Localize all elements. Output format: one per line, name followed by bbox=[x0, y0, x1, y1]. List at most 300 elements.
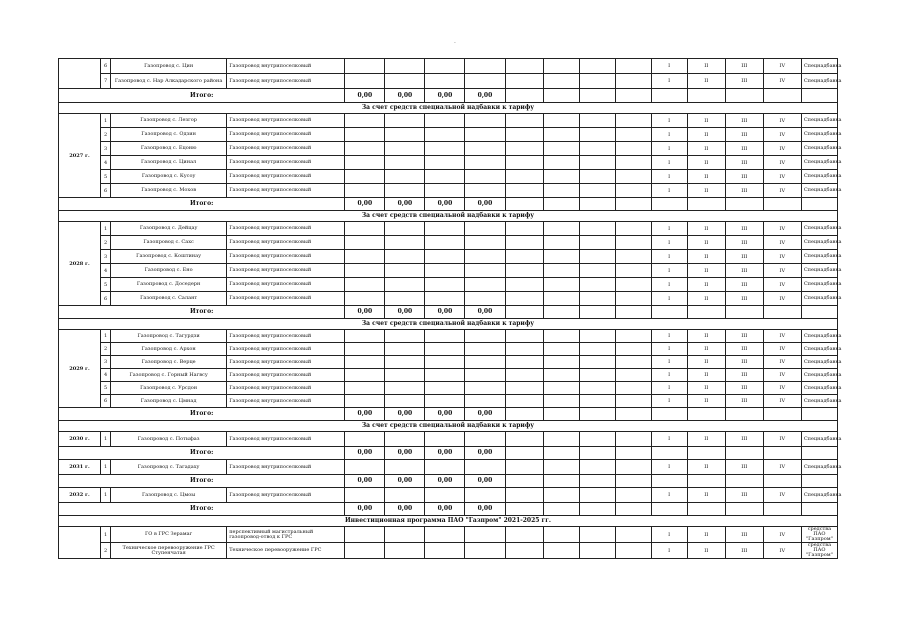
empty-cell bbox=[615, 527, 651, 543]
empty-cell bbox=[725, 306, 763, 319]
stage-4: IV bbox=[763, 170, 801, 184]
section-title: За счет средств специальной надбавки к тарифу bbox=[59, 319, 838, 330]
empty-cell bbox=[465, 128, 505, 142]
empty-cell bbox=[465, 59, 505, 74]
table-row bbox=[59, 382, 838, 395]
year-cell bbox=[59, 527, 101, 559]
stage-2: II bbox=[687, 488, 725, 503]
empty-cell bbox=[543, 156, 579, 170]
empty-cell bbox=[505, 264, 543, 278]
object-name: Газопровод с. Одзин bbox=[111, 128, 227, 142]
table-row bbox=[59, 356, 838, 369]
stage-3: III bbox=[725, 156, 763, 170]
table-row bbox=[59, 330, 838, 343]
row-number: 1 bbox=[101, 432, 111, 447]
empty-cell bbox=[579, 306, 615, 319]
empty-cell bbox=[615, 475, 651, 488]
empty-cell bbox=[543, 184, 579, 198]
total-label: Итого: bbox=[59, 475, 345, 488]
stage-3: III bbox=[725, 527, 763, 543]
empty-cell bbox=[425, 488, 465, 503]
total-value: 0,00 bbox=[345, 89, 385, 103]
total-value: 0,00 bbox=[465, 503, 505, 516]
empty-cell bbox=[579, 488, 615, 503]
empty-cell bbox=[425, 250, 465, 264]
empty-cell bbox=[465, 114, 505, 128]
empty-cell bbox=[385, 356, 425, 369]
empty-cell bbox=[543, 74, 579, 89]
empty-cell bbox=[579, 408, 615, 421]
row-number: 6 bbox=[101, 395, 111, 408]
empty-cell bbox=[505, 74, 543, 89]
empty-cell bbox=[385, 488, 425, 503]
table-row bbox=[59, 184, 838, 198]
empty-cell bbox=[505, 432, 543, 447]
stage-3: III bbox=[725, 142, 763, 156]
stage-1: I bbox=[651, 432, 687, 447]
empty-cell bbox=[465, 222, 505, 236]
row-number: 1 bbox=[101, 488, 111, 503]
object-name: Техническое перевооружение ГРС Ступенчатая bbox=[111, 543, 227, 559]
empty-cell bbox=[505, 382, 543, 395]
category-cell: Спецнадбавка bbox=[801, 74, 837, 89]
total-value: 0,00 bbox=[385, 89, 425, 103]
empty-cell bbox=[385, 432, 425, 447]
empty-cell bbox=[345, 250, 385, 264]
empty-cell bbox=[425, 343, 465, 356]
total-value: 0,00 bbox=[465, 306, 505, 319]
stage-3: III bbox=[725, 460, 763, 475]
empty-cell bbox=[425, 59, 465, 74]
empty-cell bbox=[579, 74, 615, 89]
total-value: 0,00 bbox=[345, 475, 385, 488]
empty-cell bbox=[801, 503, 837, 516]
stage-2: II bbox=[687, 343, 725, 356]
empty-cell bbox=[425, 236, 465, 250]
empty-cell bbox=[465, 278, 505, 292]
row-number: 1 bbox=[101, 527, 111, 543]
table-row bbox=[59, 250, 838, 264]
row-number: 1 bbox=[101, 330, 111, 343]
object-name: Газопровод с. Дейцау bbox=[111, 222, 227, 236]
object-name: Газопровод с. Коштинау bbox=[111, 250, 227, 264]
stage-1: I bbox=[651, 59, 687, 74]
object-name: Газопровод с. Лезгор bbox=[111, 114, 227, 128]
empty-cell bbox=[425, 292, 465, 306]
object-name: Газопровод с. Цмнад bbox=[111, 395, 227, 408]
stage-2: II bbox=[687, 114, 725, 128]
empty-cell bbox=[345, 59, 385, 74]
row-number: 5 bbox=[101, 382, 111, 395]
empty-cell bbox=[465, 142, 505, 156]
stage-3: III bbox=[725, 128, 763, 142]
empty-cell bbox=[345, 292, 385, 306]
object-type: Газопровод внутрипоселковый bbox=[227, 432, 345, 447]
row-number: 6 bbox=[101, 184, 111, 198]
row-number: 5 bbox=[101, 170, 111, 184]
empty-cell bbox=[543, 460, 579, 475]
empty-cell bbox=[505, 250, 543, 264]
total-value: 0,00 bbox=[385, 475, 425, 488]
stage-3: III bbox=[725, 543, 763, 559]
object-type: Газопровод внутрипоселковый bbox=[227, 278, 345, 292]
empty-cell bbox=[465, 488, 505, 503]
stage-2: II bbox=[687, 395, 725, 408]
section-header-row bbox=[59, 421, 838, 432]
empty-cell bbox=[505, 330, 543, 343]
empty-cell bbox=[345, 156, 385, 170]
empty-cell bbox=[385, 292, 425, 306]
empty-cell bbox=[579, 543, 615, 559]
stage-4: IV bbox=[763, 74, 801, 89]
total-value: 0,00 bbox=[385, 408, 425, 421]
empty-cell bbox=[465, 460, 505, 475]
row-number: 3 bbox=[101, 356, 111, 369]
empty-cell bbox=[465, 432, 505, 447]
empty-cell bbox=[651, 408, 687, 421]
empty-cell bbox=[763, 198, 801, 211]
empty-cell bbox=[385, 74, 425, 89]
object-name: Газопровод с. Нар Алкадарского района bbox=[111, 74, 227, 89]
empty-cell bbox=[465, 236, 505, 250]
empty-cell bbox=[505, 527, 543, 543]
empty-cell bbox=[465, 356, 505, 369]
empty-cell bbox=[615, 222, 651, 236]
stage-3: III bbox=[725, 343, 763, 356]
year-cell: 2029 г. bbox=[59, 330, 101, 408]
empty-cell bbox=[345, 222, 385, 236]
empty-cell bbox=[345, 488, 385, 503]
stage-3: III bbox=[725, 292, 763, 306]
row-number: 1 bbox=[101, 460, 111, 475]
total-value: 0,00 bbox=[385, 306, 425, 319]
total-value: 0,00 bbox=[345, 198, 385, 211]
empty-cell bbox=[615, 264, 651, 278]
row-number: 6 bbox=[101, 292, 111, 306]
stage-1: I bbox=[651, 74, 687, 89]
empty-cell bbox=[579, 89, 615, 103]
stage-2: II bbox=[687, 527, 725, 543]
total-value: 0,00 bbox=[425, 408, 465, 421]
stage-3: III bbox=[725, 222, 763, 236]
empty-cell bbox=[725, 447, 763, 460]
empty-cell bbox=[543, 527, 579, 543]
section-title: За счет средств специальной надбавки к тарифу bbox=[59, 421, 838, 432]
empty-cell bbox=[425, 432, 465, 447]
empty-cell bbox=[543, 198, 579, 211]
empty-cell bbox=[615, 236, 651, 250]
stage-2: II bbox=[687, 142, 725, 156]
empty-cell bbox=[385, 278, 425, 292]
object-name: Газопровод с. Ецоню bbox=[111, 142, 227, 156]
empty-cell bbox=[465, 382, 505, 395]
total-value: 0,00 bbox=[425, 198, 465, 211]
object-type: Газопровод внутрипоселковый bbox=[227, 74, 345, 89]
stage-4: IV bbox=[763, 222, 801, 236]
stage-3: III bbox=[725, 184, 763, 198]
object-name: Газопровод с. Доседерн bbox=[111, 278, 227, 292]
stage-1: I bbox=[651, 395, 687, 408]
stage-4: IV bbox=[763, 184, 801, 198]
empty-cell bbox=[579, 264, 615, 278]
empty-cell bbox=[615, 369, 651, 382]
object-name: Газопровод с. Цинал bbox=[111, 156, 227, 170]
total-row bbox=[59, 503, 838, 516]
stage-2: II bbox=[687, 59, 725, 74]
empty-cell bbox=[651, 447, 687, 460]
total-value: 0,00 bbox=[425, 306, 465, 319]
table-row bbox=[59, 488, 838, 503]
object-type: Газопровод внутрипоселковый bbox=[227, 184, 345, 198]
row-number: 7 bbox=[101, 74, 111, 89]
empty-cell bbox=[615, 114, 651, 128]
empty-cell bbox=[505, 292, 543, 306]
empty-cell bbox=[543, 330, 579, 343]
table-row bbox=[59, 432, 838, 447]
empty-cell bbox=[543, 292, 579, 306]
empty-cell bbox=[615, 306, 651, 319]
stage-4: IV bbox=[763, 395, 801, 408]
stage-4: IV bbox=[763, 156, 801, 170]
empty-cell bbox=[505, 369, 543, 382]
gasification-plan-table bbox=[58, 58, 842, 559]
stage-2: II bbox=[687, 432, 725, 447]
stage-1: I bbox=[651, 369, 687, 382]
stage-3: III bbox=[725, 488, 763, 503]
empty-cell bbox=[615, 59, 651, 74]
total-value: 0,00 bbox=[385, 447, 425, 460]
stage-2: II bbox=[687, 460, 725, 475]
empty-cell bbox=[801, 475, 837, 488]
total-row bbox=[59, 89, 838, 103]
empty-cell bbox=[505, 488, 543, 503]
stage-1: I bbox=[651, 250, 687, 264]
category-cell: Спецнадбавка bbox=[801, 292, 837, 306]
year-cell: 2027 г. bbox=[59, 114, 101, 198]
empty-cell bbox=[505, 343, 543, 356]
row-number: 4 bbox=[101, 369, 111, 382]
table-row bbox=[59, 460, 838, 475]
empty-cell bbox=[385, 114, 425, 128]
empty-cell bbox=[543, 89, 579, 103]
total-value: 0,00 bbox=[465, 89, 505, 103]
section-title: За счет средств специальной надбавки к тарифу bbox=[59, 211, 838, 222]
empty-cell bbox=[801, 198, 837, 211]
empty-cell bbox=[345, 395, 385, 408]
empty-cell bbox=[543, 278, 579, 292]
stage-1: I bbox=[651, 292, 687, 306]
empty-cell bbox=[543, 142, 579, 156]
empty-cell bbox=[615, 395, 651, 408]
category-cell: средства ПАО "Газпром" bbox=[801, 527, 837, 543]
stage-4: IV bbox=[763, 460, 801, 475]
empty-cell bbox=[425, 278, 465, 292]
empty-cell bbox=[615, 408, 651, 421]
empty-cell bbox=[579, 170, 615, 184]
empty-cell bbox=[579, 503, 615, 516]
empty-cell bbox=[465, 170, 505, 184]
stage-2: II bbox=[687, 236, 725, 250]
stage-2: II bbox=[687, 356, 725, 369]
empty-cell bbox=[579, 432, 615, 447]
empty-cell bbox=[543, 264, 579, 278]
table-row bbox=[59, 59, 838, 74]
total-value: 0,00 bbox=[425, 503, 465, 516]
stage-3: III bbox=[725, 74, 763, 89]
total-label: Итого: bbox=[59, 503, 345, 516]
empty-cell bbox=[543, 447, 579, 460]
category-cell: Спецнадбавка bbox=[801, 184, 837, 198]
empty-cell bbox=[543, 369, 579, 382]
empty-cell bbox=[579, 447, 615, 460]
empty-cell bbox=[385, 330, 425, 343]
empty-cell bbox=[345, 142, 385, 156]
empty-cell bbox=[425, 156, 465, 170]
stage-2: II bbox=[687, 278, 725, 292]
stage-1: I bbox=[651, 170, 687, 184]
stage-3: III bbox=[725, 356, 763, 369]
stage-1: I bbox=[651, 142, 687, 156]
empty-cell bbox=[345, 170, 385, 184]
empty-cell bbox=[579, 184, 615, 198]
empty-cell bbox=[385, 170, 425, 184]
empty-cell bbox=[425, 356, 465, 369]
empty-cell bbox=[615, 198, 651, 211]
empty-cell bbox=[615, 543, 651, 559]
stage-1: I bbox=[651, 222, 687, 236]
category-cell: Спецнадбавка bbox=[801, 488, 837, 503]
object-name: Газопровод с. Тагадаху bbox=[111, 460, 227, 475]
total-value: 0,00 bbox=[465, 475, 505, 488]
empty-cell bbox=[763, 475, 801, 488]
year-cell: 2032 г. bbox=[59, 488, 101, 503]
total-label: Итого: bbox=[59, 408, 345, 421]
stage-1: I bbox=[651, 236, 687, 250]
stage-3: III bbox=[725, 59, 763, 74]
stage-1: I bbox=[651, 184, 687, 198]
empty-cell bbox=[505, 236, 543, 250]
empty-cell bbox=[579, 250, 615, 264]
empty-cell bbox=[385, 543, 425, 559]
empty-cell bbox=[505, 184, 543, 198]
empty-cell bbox=[505, 460, 543, 475]
empty-cell bbox=[345, 527, 385, 543]
table-row bbox=[59, 527, 838, 543]
stage-3: III bbox=[725, 236, 763, 250]
object-type: Газопровод внутрипоселковый bbox=[227, 460, 345, 475]
stage-2: II bbox=[687, 382, 725, 395]
empty-cell bbox=[465, 330, 505, 343]
object-type: перспективный магистральный газопровод-отвод к ГРС bbox=[227, 527, 345, 543]
empty-cell bbox=[615, 503, 651, 516]
empty-cell bbox=[763, 89, 801, 103]
empty-cell bbox=[465, 74, 505, 89]
year-cell: 2031 г. bbox=[59, 460, 101, 475]
empty-cell bbox=[345, 114, 385, 128]
stage-4: IV bbox=[763, 264, 801, 278]
empty-cell bbox=[615, 292, 651, 306]
empty-cell bbox=[465, 527, 505, 543]
empty-cell bbox=[543, 488, 579, 503]
category-cell: Спецнадбавка bbox=[801, 382, 837, 395]
total-label: Итого: bbox=[59, 89, 345, 103]
empty-cell bbox=[465, 292, 505, 306]
stage-4: IV bbox=[763, 356, 801, 369]
empty-cell bbox=[801, 408, 837, 421]
table-row bbox=[59, 170, 838, 184]
empty-cell bbox=[465, 543, 505, 559]
row-number: 5 bbox=[101, 278, 111, 292]
object-type: Газопровод внутрипоселковый bbox=[227, 250, 345, 264]
empty-cell bbox=[615, 343, 651, 356]
stage-3: III bbox=[725, 264, 763, 278]
total-row bbox=[59, 447, 838, 460]
row-number: 2 bbox=[101, 128, 111, 142]
empty-cell bbox=[615, 250, 651, 264]
empty-cell bbox=[385, 395, 425, 408]
empty-cell bbox=[345, 128, 385, 142]
object-name: Газопровод с. Потыфаз bbox=[111, 432, 227, 447]
category-cell: Спецнадбавка bbox=[801, 432, 837, 447]
total-value: 0,00 bbox=[465, 447, 505, 460]
empty-cell bbox=[425, 527, 465, 543]
empty-cell bbox=[505, 89, 543, 103]
row-number: 1 bbox=[101, 222, 111, 236]
stage-4: IV bbox=[763, 114, 801, 128]
object-name: Газопровод с. Салант bbox=[111, 292, 227, 306]
stage-1: I bbox=[651, 488, 687, 503]
empty-cell bbox=[345, 278, 385, 292]
stage-2: II bbox=[687, 264, 725, 278]
stage-3: III bbox=[725, 278, 763, 292]
empty-cell bbox=[725, 198, 763, 211]
empty-cell bbox=[687, 89, 725, 103]
stage-1: I bbox=[651, 527, 687, 543]
table-row bbox=[59, 395, 838, 408]
empty-cell bbox=[543, 432, 579, 447]
stage-3: III bbox=[725, 114, 763, 128]
category-cell: Спецнадбавка bbox=[801, 128, 837, 142]
empty-cell bbox=[425, 382, 465, 395]
empty-cell bbox=[579, 222, 615, 236]
object-name: Газопровод с. Кусоу bbox=[111, 170, 227, 184]
empty-cell bbox=[615, 74, 651, 89]
empty-cell bbox=[801, 89, 837, 103]
empty-cell bbox=[345, 382, 385, 395]
total-row bbox=[59, 198, 838, 211]
empty-cell bbox=[543, 114, 579, 128]
empty-cell bbox=[615, 184, 651, 198]
empty-cell bbox=[345, 236, 385, 250]
empty-cell bbox=[543, 170, 579, 184]
empty-cell bbox=[385, 128, 425, 142]
total-label: Итого: bbox=[59, 447, 345, 460]
stage-2: II bbox=[687, 170, 725, 184]
empty-cell bbox=[385, 343, 425, 356]
stage-2: II bbox=[687, 222, 725, 236]
total-value: 0,00 bbox=[425, 447, 465, 460]
empty-cell bbox=[425, 369, 465, 382]
table-row bbox=[59, 114, 838, 128]
row-number: 2 bbox=[101, 543, 111, 559]
total-label: Итого: bbox=[59, 306, 345, 319]
category-cell: Спецнадбавка bbox=[801, 460, 837, 475]
empty-cell bbox=[385, 250, 425, 264]
stage-4: IV bbox=[763, 382, 801, 395]
empty-cell bbox=[579, 278, 615, 292]
stage-4: IV bbox=[763, 369, 801, 382]
empty-cell bbox=[385, 156, 425, 170]
